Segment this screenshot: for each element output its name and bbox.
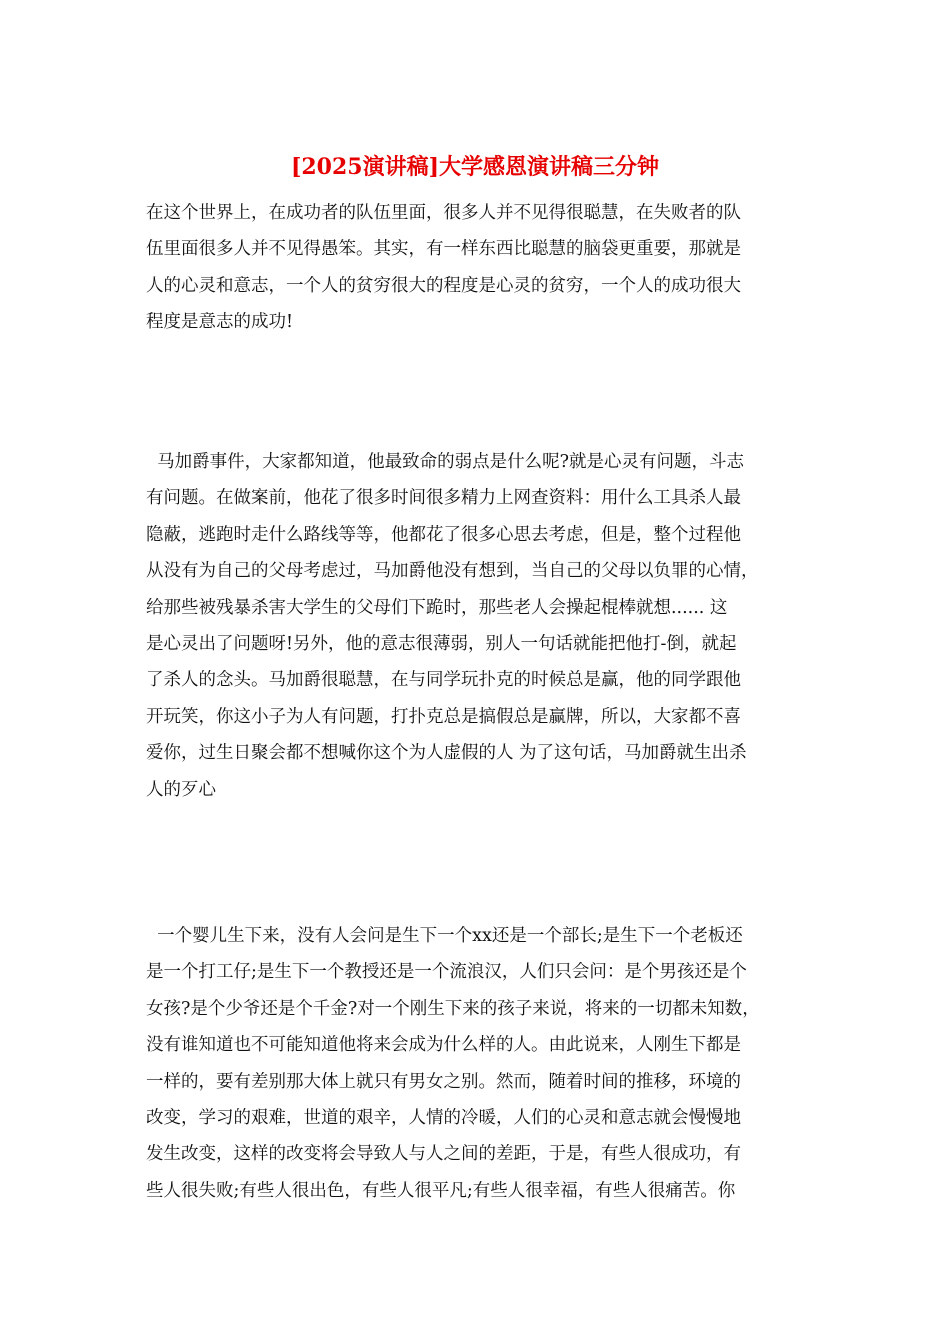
paragraph-line: 伍里面很多人并不见得愚笨。其实，有一样东西比聪慧的脑袋更重要，那就是 bbox=[146, 239, 741, 260]
paragraph-line: 一个婴儿生下来，没有人会问是生下一个xx还是一个部长;是生下一个老板还 bbox=[146, 926, 743, 946]
document-title: [2025演讲稿]大学感恩演讲稿三分钟 bbox=[290, 154, 660, 180]
paragraph-line: 有问题。在做案前，他花了很多时间很多精力上网查资料：用什么工具杀人最 bbox=[146, 488, 741, 509]
paragraph-3 bbox=[146, 918, 810, 1209]
paragraph-line: 是心灵出了问题呀!另外，他的意志很薄弱，别人一句话就能把他打-倒，就起 bbox=[146, 634, 737, 655]
paragraph-line: 一样的，要有差别那大体上就只有男女之别。然而，随着时间的推移，环境的 bbox=[146, 1071, 741, 1092]
paragraph-line: 程度是意志的成功! bbox=[146, 312, 294, 333]
paragraph-line: 人的歹心 bbox=[146, 779, 216, 800]
paragraph-line: 人的心灵和意志，一个人的贫穷很大的程度是心灵的贫穷，一个人的成功很大 bbox=[146, 275, 741, 296]
paragraph-line: 发生改变，这样的改变将会导致人与人之间的差距，于是，有些人很成功，有 bbox=[146, 1144, 741, 1165]
paragraph-line: 在这个世界上，在成功者的队伍里面，很多人并不见得很聪慧，在失败者的队 bbox=[146, 203, 741, 223]
paragraph-line: 开玩笑，你这小子为人有问题，打扑克总是搞假总是赢牌，所以，大家都不喜 bbox=[146, 706, 741, 727]
paragraph-line: 是一个打工仔;是生下一个教授还是一个流浪汉，人们只会问：是个男孩还是个 bbox=[146, 962, 747, 983]
paragraph-line: 从没有为自己的父母考虑过，马加爵他没有想到，当自己的父母以负罪的心情， bbox=[146, 561, 759, 582]
paragraph-2 bbox=[146, 444, 810, 808]
paragraph-line: 了杀人的念头。马加爵很聪慧，在与同学玩扑克的时候总是赢，他的同学跟他 bbox=[146, 670, 741, 691]
paragraph-line: 给那些被残暴杀害大学生的父母们下跪时，那些老人会操起棍棒就想...... 这 bbox=[146, 597, 728, 618]
paragraph-1 bbox=[146, 195, 810, 341]
paragraph-line: 马加爵事件，大家都知道，他最致命的弱点是什么呢?就是心灵有问题，斗志 bbox=[146, 452, 745, 472]
paragraph-line: 爱你，过生日聚会都不想喊你这个为人虚假的人 为了这句话，马加爵就生出杀 bbox=[146, 743, 747, 764]
paragraph-line: 女孩?是个少爷还是个千金?对一个刚生下来的孩子来说，将来的一切都未知数， bbox=[146, 998, 760, 1019]
paragraph-line: 隐蔽，逃跑时走什么路线等等，他都花了很多心思去考虑，但是，整个过程他 bbox=[146, 524, 741, 545]
paragraph-line: 没有谁知道也不可能知道他将来会成为什么样的人。由此说来，人刚生下都是 bbox=[146, 1035, 741, 1056]
paragraph-line: 改变，学习的艰难，世道的艰辛，人情的冷暖，人们的心灵和意志就会慢慢地 bbox=[146, 1108, 741, 1129]
paragraph-line: 些人很失败;有些人很出色，有些人很平凡;有些人很幸福，有些人很痛苦。你 bbox=[146, 1180, 736, 1201]
